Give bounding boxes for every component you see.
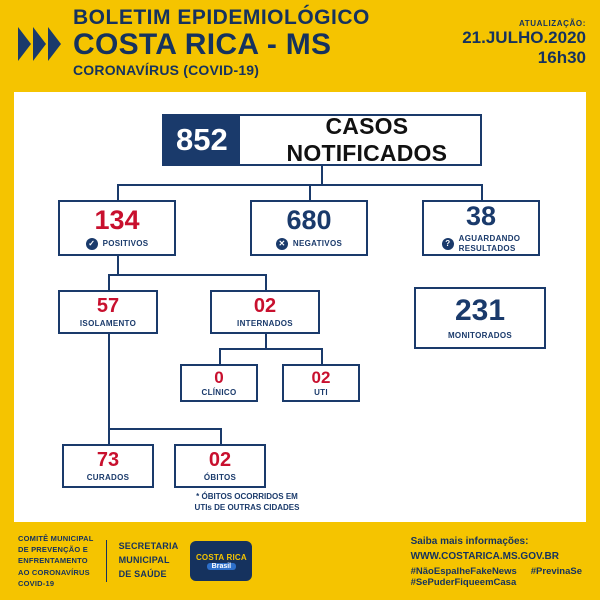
footer-divider xyxy=(106,540,107,582)
notified-label: CASOS NOTIFICADOS xyxy=(286,113,448,166)
icu-value: 02 xyxy=(311,367,331,387)
update-info xyxy=(462,19,586,69)
question-circle-icon: ? xyxy=(442,238,454,250)
secretariat-line3: DE SAÚDE xyxy=(118,568,167,579)
hospitalized-label: INTERNADOS xyxy=(237,318,293,328)
isolation-box xyxy=(58,290,158,334)
more-info-label: Saiba mais informações: xyxy=(410,536,529,547)
committee-line3: ENFRENTAMENTO xyxy=(18,556,88,566)
footnote-line2: UTIs DE OUTRAS CIDADES xyxy=(194,502,300,512)
connector-to-clinical xyxy=(219,348,221,364)
clinical-box xyxy=(180,364,258,402)
committee-text xyxy=(18,533,94,589)
hashtag-previnase: #PrevinaSe xyxy=(530,566,582,577)
update-time: 16h30 xyxy=(537,47,586,67)
positives-label: POSITIVOS xyxy=(102,238,149,248)
update-label: ATUALIZAÇÃO: xyxy=(518,18,586,28)
triple-chevron-icon xyxy=(18,27,61,61)
connector-to-awaiting xyxy=(481,184,483,200)
connector-row5-horizontal xyxy=(108,428,220,430)
negatives-box xyxy=(250,200,368,256)
awaiting-value: 38 xyxy=(465,201,497,232)
connector-to-deaths xyxy=(220,428,222,444)
hashtag-fiqueemcasa: #SePuderFiqueemCasa xyxy=(410,577,517,588)
isolation-value: 57 xyxy=(96,294,120,317)
monitored-label: MONITORADOS xyxy=(447,330,513,340)
icu-label: UTI xyxy=(314,387,328,397)
flowchart-area xyxy=(14,92,586,522)
hashtag-fakenews: #NãoEspalheFakeNews xyxy=(410,566,517,577)
clinical-label: CLÍNICO xyxy=(201,387,237,397)
footnote-line1: * ÓBITOS OCORRIDOS EM xyxy=(196,492,298,501)
connector-row2-horizontal xyxy=(117,184,481,186)
bulletin-title-line1: BOLETIM EPIDEMIOLÓGICO xyxy=(73,5,370,29)
cured-label: CURADOS xyxy=(86,472,130,482)
cured-value: 73 xyxy=(96,448,120,471)
crest-line1: COSTA RICA xyxy=(195,552,247,562)
deaths-box xyxy=(174,444,266,488)
check-circle-icon: ✓ xyxy=(86,238,98,250)
poster-header xyxy=(0,0,600,88)
hospitalized-box xyxy=(210,290,320,334)
isolation-label: ISOLAMENTO xyxy=(79,318,137,328)
connector-to-negatives xyxy=(309,184,311,200)
deaths-footnote xyxy=(162,492,332,514)
committee-line5: COVID-19 xyxy=(18,578,55,588)
poster-footer xyxy=(0,522,600,600)
icu-box xyxy=(282,364,360,402)
bulletin-title-line2: COSTA RICA - MS xyxy=(73,27,332,61)
website-link[interactable]: WWW.COSTARICA.MS.GOV.BR xyxy=(410,551,559,562)
x-circle-icon: ✕ xyxy=(276,238,288,250)
hashtags-row2 xyxy=(411,577,582,588)
connector-to-icu xyxy=(321,348,323,364)
committee-line2: DE PREVENÇÃO E xyxy=(18,545,88,555)
connector-notified-down xyxy=(321,166,323,184)
hospitalized-value: 02 xyxy=(253,294,277,317)
deaths-label: ÓBITOS xyxy=(203,472,237,482)
secretariat-line2: MUNICIPAL xyxy=(118,555,170,566)
city-crest-logo xyxy=(190,541,252,581)
positives-value: 134 xyxy=(94,204,140,235)
hashtags-row1 xyxy=(411,566,582,577)
negatives-label: NEGATIVOS xyxy=(292,238,343,248)
footer-info xyxy=(411,534,582,588)
connector-row4-horizontal xyxy=(219,348,321,350)
connector-row3-horizontal xyxy=(108,274,266,276)
connector-to-cured xyxy=(108,428,110,444)
connector-to-hospitalized xyxy=(265,274,267,290)
connector-positives-down xyxy=(117,256,119,274)
monitored-value: 231 xyxy=(454,293,506,327)
title-block xyxy=(73,7,462,82)
clinical-value: 0 xyxy=(214,367,224,387)
committee-line1: COMITÊ MUNICIPAL xyxy=(18,533,94,543)
crest-line2: Brasil xyxy=(207,563,236,570)
deaths-value: 02 xyxy=(208,448,232,471)
secretariat-text xyxy=(119,540,179,582)
secretariat-line1: SECRETARIA xyxy=(118,541,179,552)
bulletin-subtitle: CORONAVÍRUS (COVID-19) xyxy=(73,62,260,79)
update-date: 21.JULHO.2020 xyxy=(462,27,586,47)
monitored-box xyxy=(414,287,546,349)
awaiting-results-box xyxy=(422,200,540,256)
notified-value: 852 xyxy=(164,116,240,164)
connector-to-positives xyxy=(117,184,119,200)
connector-hospitalized-down xyxy=(265,334,267,348)
positives-box xyxy=(58,200,176,256)
awaiting-label-line1: AGUARDANDO xyxy=(458,234,521,244)
negatives-value: 680 xyxy=(286,204,332,235)
cured-box xyxy=(62,444,154,488)
notified-cases-box xyxy=(162,114,482,166)
awaiting-label-line2: RESULTADOS xyxy=(458,243,516,253)
committee-line4: AO CORONAVÍRUS xyxy=(18,567,90,577)
